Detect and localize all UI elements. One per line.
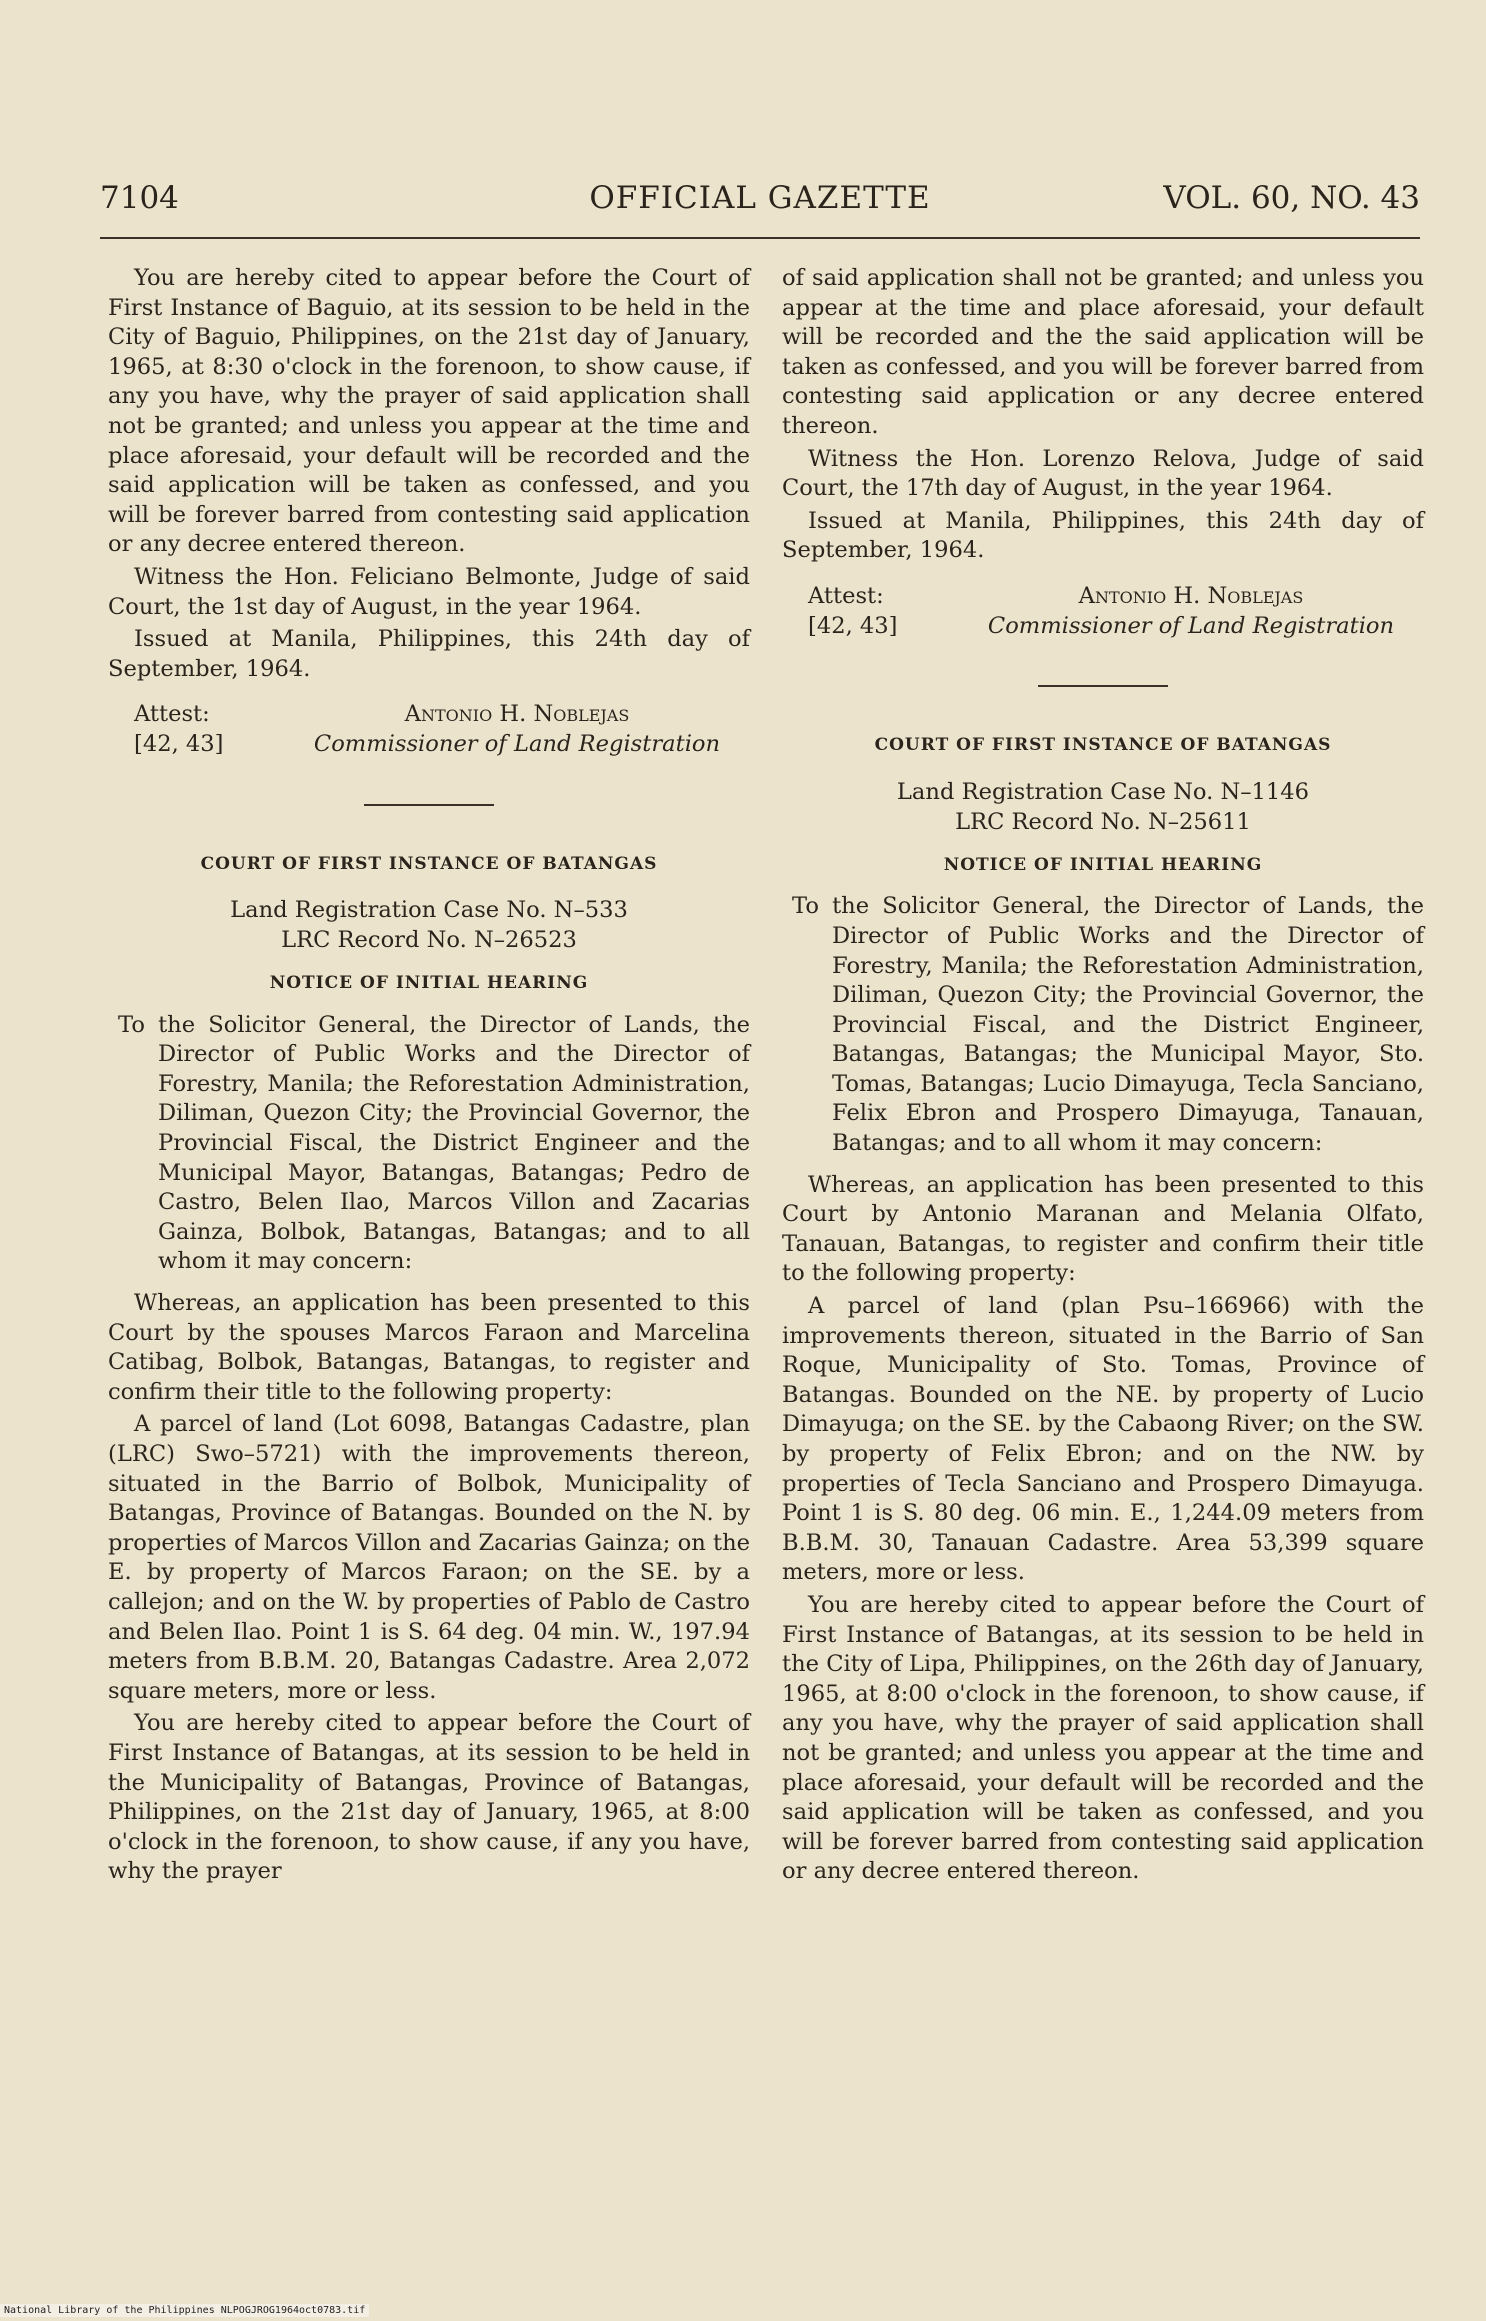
case-number: Land Registration Case No. N–1146 [896,778,1310,805]
publication-title: OFFICIAL GAZETTE [589,180,931,216]
record-number: LRC Record No. N–26523 [281,927,577,954]
left-column [108,264,750,1890]
header-rule [100,237,1420,239]
right-column [782,264,1424,1890]
attest-title: Commissioner of Land Registration [987,612,1395,639]
court-heading: COURT OF FIRST INSTANCE OF BATANGAS [200,853,658,874]
whereas-paragraph: Whereas, an application has been presented to this Court by the spouses Marcos Faraon and Marcelina Catibag, Bolbok, Batangas, Batangas, to register and confirm their title to the following property: [108,1290,750,1405]
witness-paragraph: Witness the Hon. Lorenzo Relova, Judge of said Court, the 17th day of August, in the year 1964. [782,445,1424,502]
addressee-paragraph: To the Solicitor General, the Director of Lands, the Director of Public Works and the Director of Forestry, Manila; the Reforestation Administration, Diliman, Quezon City; the Provincial Governor, the Provincial Fiscal, and the District Engineer, Batangas, Batangas; the Municipal Mayor, Sto. Tomas, Batangas; Lucio Dimayuga, Tecla Sanciano, Felix Ebron and Prospero Dimayuga, Tanauan, Batangas; and to all whom it may concern: [792,893,1424,1157]
section-divider [1038,685,1168,687]
attest-title: Commissioner of Land Registration [313,730,721,757]
citation-paragraph: You are hereby cited to appear before the Court of First Instance of Baguio, at its session to be held in the City of Baguio, Philippines, on the 21st day of January, 1965, at 8:30 o'clock in the forenoon, to show cause, if any you have, why the prayer of said application shall not be granted; and unless you appear at the time and place aforesaid, your default will be recorded and the said application will be taken as confessed, and you will be forever barred from contesting said application or any decree entered thereon. [108,265,750,558]
issued-paragraph: Issued at Manila, Philippines, this 24th day of September, 1964. [782,507,1424,564]
attestation-block [782,582,1424,641]
section-divider [364,804,494,806]
addressee-paragraph: To the Solicitor General, the Director of Lands, the Director of Public Works and the Director of Forestry, Manila; the Reforestation Administration, Diliman, Quezon City; the Provincial Governor, the Provincial Fiscal, the District Engineer and the Municipal Mayor, Batangas, Batangas; Pedro de Castro, Belen Ilao, Marcos Villon and Zacarias Gainza, Bolbok, Batangas, Batangas; and to all whom it may concern: [118,1011,750,1275]
attest-name: Antonio H. Noblejas [404,701,630,728]
citation-paragraph: You are hereby cited to appear before the Court of First Instance of Batangas, at its session to be held in the City of Lipa, Philippines, on the 26th day of January, 1965, at 8:00 o'clock in the forenoon, to show cause, if any you have, why the prayer of said application shall not be granted; and unless you appear at the time and place aforesaid, your default will be recorded and the said application will be taken as confessed, and you will be forever barred from contesting said application or any decree entered thereon. [782,1591,1424,1885]
record-number: LRC Record No. N–25611 [955,808,1251,835]
whereas-paragraph: Whereas, an application has been presented to this Court by Antonio Maranan and Melania Olfato, Tanauan, Batangas, to register and confirm their title to the following property: [782,1171,1424,1287]
notice-heading: NOTICE OF INITIAL HEARING [269,973,589,994]
issued-paragraph: Issued at Manila, Philippines, this 24th day of September, 1964. [108,626,750,682]
page-header [100,180,1420,230]
attestation-block [108,700,750,759]
parcel-paragraph: A parcel of land (Lot 6098, Batangas Cadastre, plan (LRC) Swo–5721) with the improvements thereon, situated in the Barrio of Bolbok, Municipality of Batangas, Province of Batangas. Bounded on the N. by properties of Marcos Villon and Zacarias Gainza; on the E. by property of Marcos Faraon; on the SE. by a callejon; and on the W. by properties of Pablo de Castro and Belen Ilao. Point 1 is S. 64 deg. 04 min. W., 197.94 meters from B.B.M. 20, Batangas Cadastre. Area 2,072 square meters, more or less. [108,1411,750,1704]
witness-paragraph: Witness the Hon. Feliciano Belmonte, Judge of said Court, the 1st day of August, in the year 1964. [108,563,750,620]
attest-name: Antonio H. Noblejas [1078,582,1304,609]
volume-issue: VOL. 60, NO. 43 [1163,180,1420,216]
parcel-paragraph: A parcel of land (plan Psu–166966) with the improvements thereon, situated in the Barrio of San Roque, Municipality of Sto. Tomas, Province of Batangas. Bounded on the NE. by property of Lucio Dimayuga; on the SE. by the Cabaong River; on the SW. by property of Felix Ebron; and on the NW. by properties of Tecla Sanciano and Prospero Dimayuga. Point 1 is S. 80 deg. 06 min. E., 1,244.09 meters from B.B.M. 30, Tanauan Cadastre. Area 53,399 square meters, more or less. [782,1293,1424,1586]
attest-ref: [42, 43] [808,612,898,639]
continued-paragraph: of said application shall not be granted; and unless you appear at the time and place aforesaid, your default will be recorded and the the said application will be taken as confessed, and you will be forever barred from contesting said application or any decree entered thereon. [782,265,1424,439]
scan-source-label: National Library of the Philippines NLPOGJROG1964oct0783.tif [0,2304,369,2317]
page-number: 7104 [100,180,179,216]
citation-paragraph: You are hereby cited to appear before the Court of First Instance of Batangas, at its session to be held in the Municipality of Batangas, Province of Batangas, Philippines, on the 21st day of January, 1965, at 8:00 o'clock in the forenoon, to show cause, if any you have, why the prayer [108,1710,750,1885]
notice-heading: NOTICE OF INITIAL HEARING [943,854,1263,875]
court-heading: COURT OF FIRST INSTANCE OF BATANGAS [874,735,1332,756]
attest-ref: [42, 43] [134,730,224,757]
attest-label: Attest: [808,582,884,609]
case-number: Land Registration Case No. N–533 [230,897,628,924]
attest-label: Attest: [134,701,210,728]
